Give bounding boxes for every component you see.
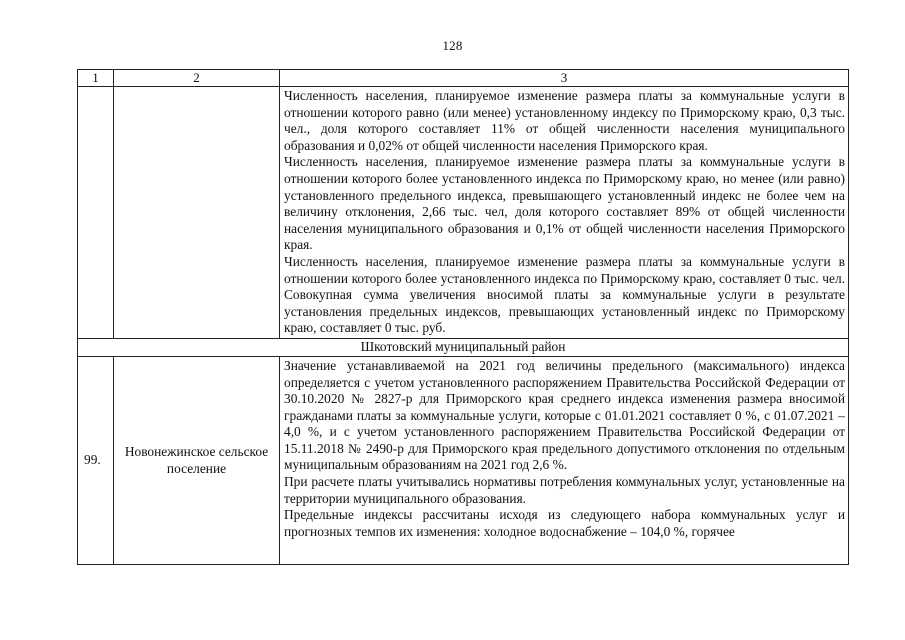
page-number: 128 (442, 38, 463, 53)
continued-row (78, 87, 849, 339)
forecast-paragraph: Предельные индексы рассчитаны исходя из следующего набора коммунальных услуг и прогнозных темпов их изменения: холодное водоснабжение – 104,0 %, горячее (284, 507, 845, 539)
population-paragraph-3: Численность населения, планируемое изменение размера платы за коммунальные услуги в отношении которого более установленного индекса по Приморскому краю, составляет 0 тыс. чел. Совокупная сумма увеличения вносимой платы за коммунальные услуги в результате установления предельных индексов, превышающих установленный индекс по Приморскому краю, составляет 0 тыс. руб. (284, 253, 845, 336)
column-header-2: 2 (114, 70, 280, 87)
document-table (77, 69, 849, 565)
continued-row-name-cell (114, 87, 280, 339)
header-row (78, 70, 849, 87)
population-paragraph-2: Численность населения, планируемое изменение размера платы за коммунальные услуги в отношении которого более установленного индекса по Приморскому краю, но менее (или равно) установленного предельного индекса, превышающего установленный индекс не более чем на величину отклонения, 2,66 тыс. чел, доля которого составляет 89% от общей численности населения муниципального образования и 0,1% от общей численности населения Приморского края. (284, 154, 845, 253)
norms-paragraph: При расчете платы учитывались нормативы потребления коммунальных услуг, установленные на территории муниципального образования. (284, 474, 845, 506)
row-number: 99. (78, 356, 114, 564)
continued-row-number-cell (78, 87, 114, 339)
table-row-99 (78, 356, 849, 564)
column-header-3: 3 (280, 70, 849, 87)
column-header-1: 1 (78, 70, 114, 87)
continued-row-text-cell (280, 87, 849, 339)
municipality-name: Новонежинское сельское поселение (114, 356, 280, 564)
population-paragraph-1: Численность населения, планируемое изменение размера платы за коммунальные услуги в отношении которого равно (или менее) установленному индексу по Приморскому краю, 0,3 тыс. чел., доля которого составляет 11% от общей численности населения муниципального образования и 0,02% от общей численности населения Приморского края. (284, 88, 845, 153)
section-title: Шкотовский муниципальный район (78, 338, 849, 356)
row-99-text-cell (280, 356, 849, 564)
section-row (78, 338, 849, 356)
index-paragraph: Значение устанавливаемой на 2021 год величины предельного (максимального) индекса определяется с учетом установленного распоряжением Правительства Российской Федерации от 30.10.2020 № 2827-р для Приморского края среднего индекса изменения размера вносимой гражданами платы за коммунальные услуги, которые с 01.01.2021 составляет 0 %, с 01.07.2021 – 4,0 %, и с учетом установленного распоряжением Правительства Российской Федерации от 15.11.2018 № 2490-р для Приморского края предельного допустимого отклонения по отдельным муниципальным образованиям на 2021 год 2,6 %. (284, 357, 845, 473)
